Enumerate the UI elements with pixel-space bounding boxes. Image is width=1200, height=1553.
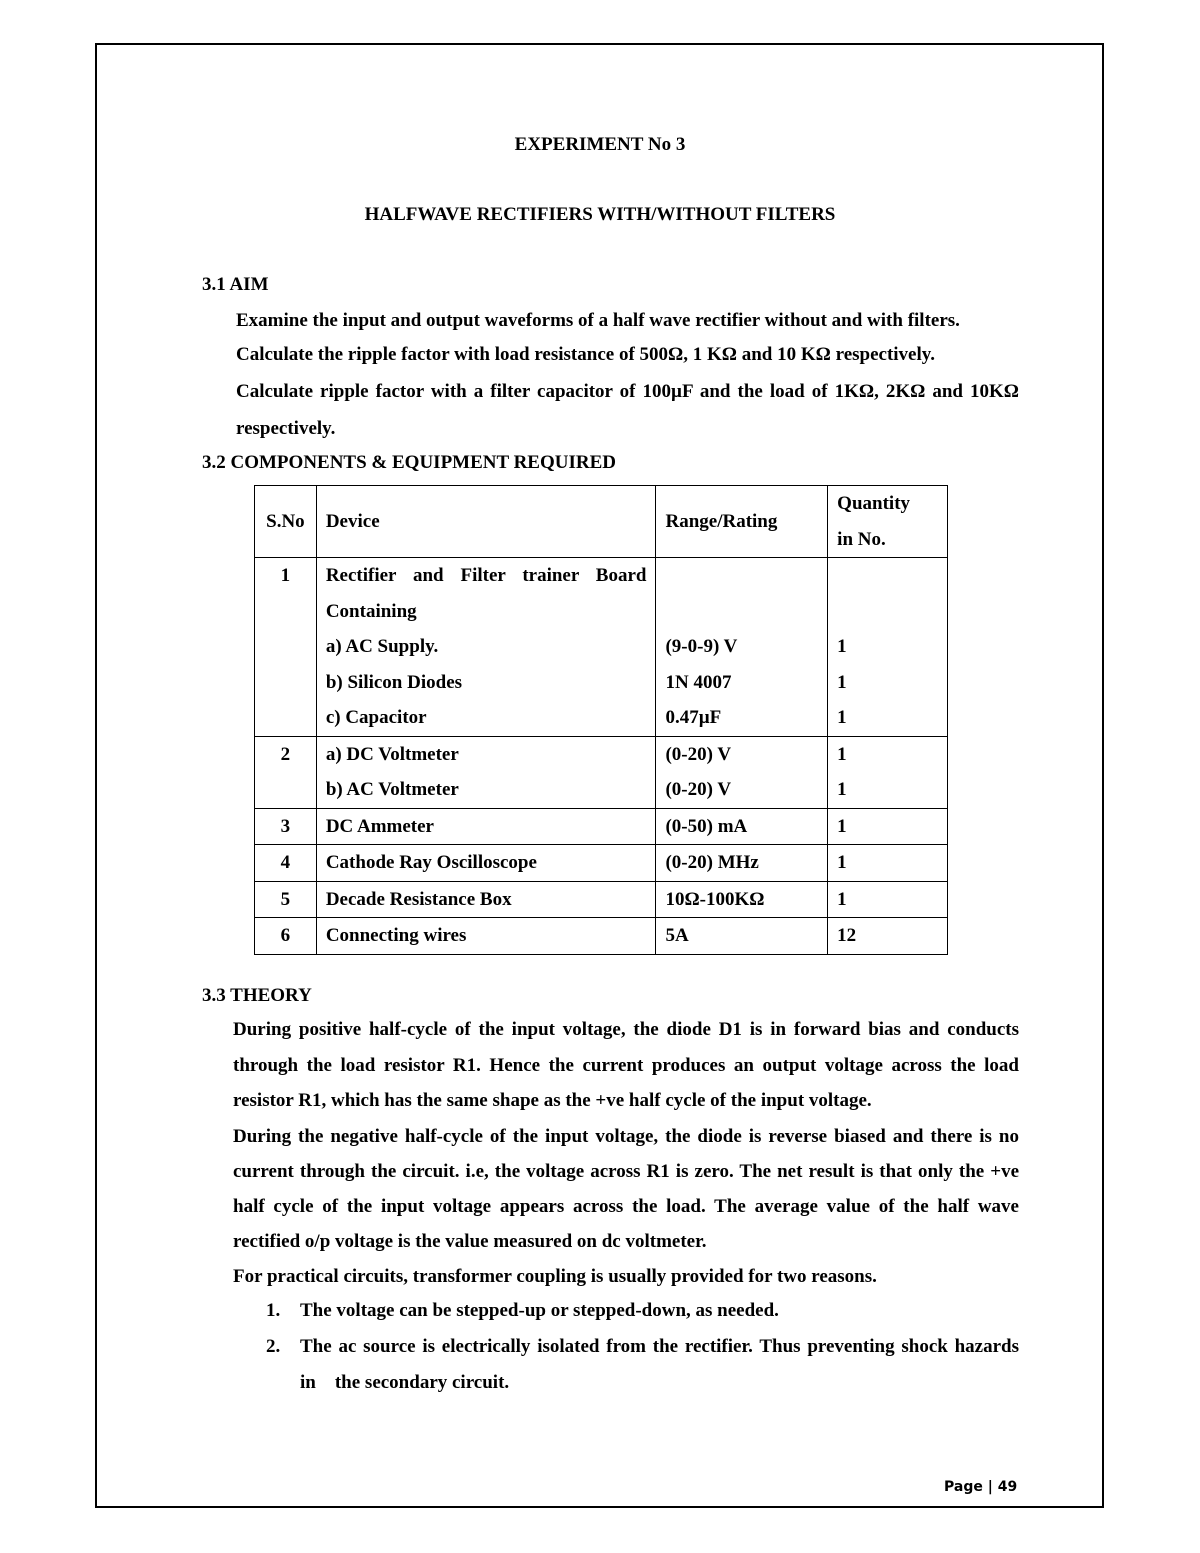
cell-qty: 1 — [837, 815, 847, 837]
cell-sno: 6 — [280, 925, 291, 946]
cell-device: b) Silicon Diodes — [325, 671, 463, 693]
cell-device: Containing — [325, 600, 417, 622]
cell-device: a) DC Voltmeter — [325, 743, 459, 765]
cell-qty: 1 — [837, 707, 847, 728]
cell-qty — [837, 558, 938, 594]
theory-line: During the negative half-cycle of the input voltage, the diode is reverse biased and there is no — [233, 1126, 1019, 1147]
table-row — [255, 881, 948, 918]
cell-range: (9-0-9) V — [665, 636, 738, 657]
table-row — [255, 808, 948, 845]
cell-qty: 1 — [837, 743, 847, 765]
cell-device: b) AC Voltmeter — [325, 779, 459, 800]
page-number: Page | 49 — [944, 1479, 1018, 1495]
theory-line: through the load resistor R1. Hence the current produces an output voltage across the load — [233, 1055, 1019, 1076]
cell-range: (0-20) V — [665, 779, 732, 800]
cell-qty: 1 — [837, 636, 847, 657]
cell-range: 5A — [665, 925, 689, 946]
cell-device: Cathode Ray Oscilloscope — [325, 852, 537, 873]
cell-range: 10Ω-100KΩ — [665, 888, 765, 910]
cell-sno: 1 — [280, 565, 291, 586]
list-number: 1. — [266, 1300, 281, 1321]
cell-qty: 1 — [837, 888, 847, 910]
cell-sno: 3 — [280, 815, 291, 837]
theory-line: rectified o/p voltage is the value measured on dc voltmeter. — [233, 1231, 707, 1252]
theory-line: For practical circuits, transformer coupling is usually provided for two reasons. — [233, 1266, 877, 1287]
aim-line: Examine the input and output waveforms of a half wave rectifier without and with filters. — [236, 310, 960, 331]
aim-line: respectively. — [236, 418, 336, 439]
aim-heading: 3.1 AIM — [202, 274, 269, 295]
header-device: Device — [316, 486, 656, 558]
cell-device: Connecting wires — [325, 925, 467, 946]
header-sno: S.No — [255, 486, 317, 558]
theory-line: half cycle of the input voltage appears across the load. The average value of the half wave — [233, 1196, 1019, 1217]
document-title: HALFWAVE RECTIFIERS WITH/WITHOUT FILTERS — [364, 204, 836, 225]
cell-sno: 4 — [280, 852, 291, 873]
experiment-number: EXPERIMENT No 3 — [514, 134, 686, 155]
table-row — [255, 558, 948, 737]
cell-sno: 2 — [280, 743, 291, 765]
cell-device: Rectifier and Filter trainer Board — [325, 565, 647, 586]
cell-qty: 1 — [837, 779, 847, 800]
header-quantity-line: in No. — [837, 528, 886, 550]
cell-qty: 1 — [837, 852, 847, 873]
list-item: The ac source is electrically isolated from the rectifier. Thus preventing shock hazards — [300, 1336, 1019, 1357]
theory-line: current through the circuit. i.e, the voltage across R1 is zero. The net result is that only the +ve — [233, 1161, 1019, 1182]
cell-device: c) Capacitor — [325, 707, 427, 728]
table-row — [255, 918, 948, 955]
theory-heading: 3.3 THEORY — [202, 985, 312, 1006]
table-row — [255, 736, 948, 808]
header-quantity-line: Quantity — [837, 493, 911, 514]
cell-device: Decade Resistance Box — [325, 888, 512, 910]
cell-range — [665, 594, 818, 630]
cell-device: DC Ammeter — [325, 815, 434, 837]
cell-qty — [837, 594, 938, 630]
cell-range: (0-20) V — [665, 743, 732, 765]
cell-range: (0-20) MHz — [665, 852, 759, 873]
cell-range: 1N 4007 — [665, 671, 732, 693]
equipment-table — [254, 485, 948, 955]
cell-range — [665, 558, 818, 594]
theory-line: resistor R1, which has the same shape as the +ve half cycle of the input voltage. — [233, 1090, 872, 1111]
list-item-continuation: in the secondary circuit. — [300, 1372, 510, 1393]
theory-line: During positive half-cycle of the input voltage, the diode D1 is in forward bias and conducts — [233, 1019, 1019, 1040]
cell-range: 0.47µF — [665, 707, 722, 728]
cell-sno: 5 — [280, 888, 291, 910]
cell-range: (0-50) mA — [665, 815, 748, 837]
cell-qty: 12 — [837, 925, 857, 946]
cell-qty: 1 — [837, 671, 847, 693]
aim-line: Calculate the ripple factor with load resistance of 500Ω, 1 KΩ and 10 KΩ respectively. — [236, 344, 935, 365]
header-quantity — [828, 486, 948, 558]
table-header-row — [255, 486, 948, 558]
cell-device: a) AC Supply. — [325, 636, 439, 657]
aim-line: Calculate ripple factor with a filter capacitor of 100µF and the load of 1KΩ, 2KΩ and 10KΩ — [236, 381, 1019, 402]
header-range: Range/Rating — [656, 486, 828, 558]
components-heading: 3.2 COMPONENTS & EQUIPMENT REQUIRED — [202, 452, 616, 473]
list-number: 2. — [266, 1336, 281, 1357]
list-item: The voltage can be stepped-up or stepped-down, as needed. — [300, 1300, 779, 1321]
table-row — [255, 845, 948, 882]
